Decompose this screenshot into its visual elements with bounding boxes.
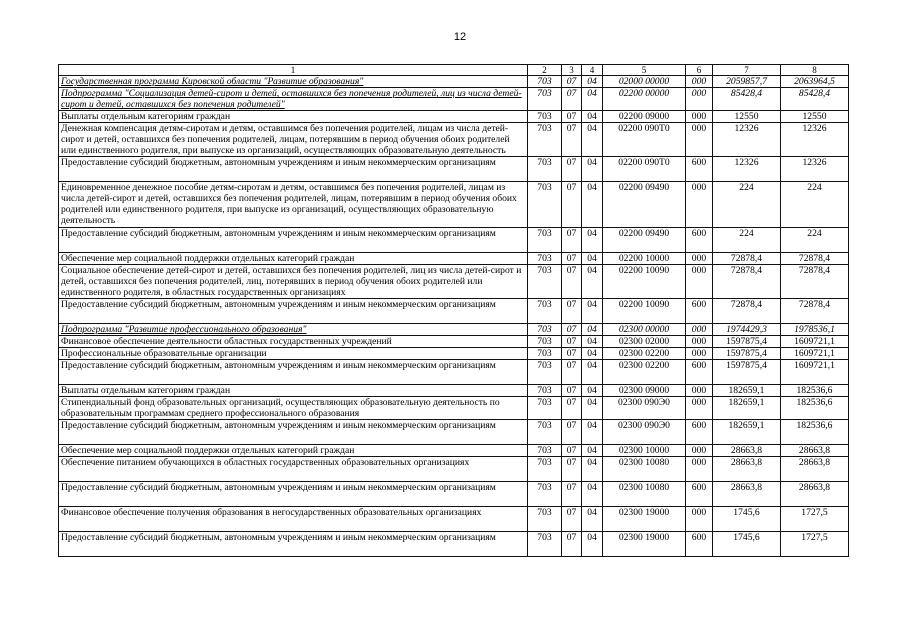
row-subsection-cell: 04 (582, 182, 603, 228)
row-name-cell: Социальное обеспечение детей-сирот и детей, оставшихся без попечения родителей, лиц из числа детей-сирот и детей, оставшихся без попечения родителей, лиц, потерявших в период обучения обоих родителей или единственного родителя, в областных государственных организациях (59, 265, 528, 299)
table-row (59, 88, 849, 111)
row-name-cell: Подпрограмма "Социализация детей-сирот и детей, оставшихся без попечения родителей, лиц из числа детей-сирот и детей, оставшихся без попечения родителей" (59, 88, 528, 111)
row-expense-type-cell: 000 (686, 123, 713, 157)
row-section-cell: 07 (562, 420, 582, 445)
table-row (59, 348, 849, 360)
row-section-cell: 07 (562, 123, 582, 157)
row-amount-col7-cell: 182659,1 (713, 397, 781, 420)
row-expense-type-cell: 000 (686, 324, 713, 336)
row-amount-col7-cell: 28663,8 (713, 482, 781, 507)
row-amount-col7-cell: 28663,8 (713, 445, 781, 457)
row-expense-type-cell: 000 (686, 445, 713, 457)
row-expense-type-cell: 000 (686, 397, 713, 420)
table-header-row (59, 65, 849, 76)
row-expense-type-cell: 000 (686, 507, 713, 532)
row-ved-cell: 703 (528, 265, 562, 299)
row-target-article-cell: 02300 090Э0 (603, 420, 686, 445)
row-subsection-cell: 04 (582, 299, 603, 324)
table-row (59, 157, 849, 182)
row-target-article-cell: 02300 19000 (603, 532, 686, 557)
row-name-cell: Обеспечение мер социальной поддержки отдельных категорий граждан (59, 253, 528, 265)
row-target-article-cell: 02300 10000 (603, 445, 686, 457)
row-expense-type-cell: 000 (686, 348, 713, 360)
row-ved-cell: 703 (528, 228, 562, 253)
row-amount-col8-cell: 28663,8 (781, 457, 849, 482)
row-amount-col8-cell: 1978536,1 (781, 324, 849, 336)
row-section-cell: 07 (562, 182, 582, 228)
row-subsection-cell: 04 (582, 507, 603, 532)
row-name-cell: Финансовое обеспечение деятельности областных государственных учреждений (59, 336, 528, 348)
row-section-cell: 07 (562, 111, 582, 123)
table-row (59, 336, 849, 348)
row-amount-col8-cell: 72878,4 (781, 299, 849, 324)
row-amount-col8-cell: 182536,6 (781, 420, 849, 445)
row-subsection-cell: 04 (582, 445, 603, 457)
row-section-cell: 07 (562, 265, 582, 299)
row-subsection-cell: 04 (582, 123, 603, 157)
row-subsection-cell: 04 (582, 157, 603, 182)
row-subsection-cell: 04 (582, 336, 603, 348)
row-target-article-cell: 02300 02000 (603, 336, 686, 348)
row-section-cell: 07 (562, 360, 582, 385)
row-name-cell: Финансовое обеспечение получения образования в негосударственных образовательных организациях (59, 507, 528, 532)
row-subsection-cell: 04 (582, 457, 603, 482)
row-amount-col7-cell: 12550 (713, 111, 781, 123)
row-expense-type-cell: 000 (686, 385, 713, 397)
row-amount-col7-cell: 224 (713, 182, 781, 228)
row-amount-col7-cell: 182659,1 (713, 385, 781, 397)
row-target-article-cell: 02000 00000 (603, 76, 686, 88)
row-ved-cell: 703 (528, 111, 562, 123)
row-target-article-cell: 02300 19000 (603, 507, 686, 532)
row-subsection-cell: 04 (582, 420, 603, 445)
column-header: 5 (603, 65, 686, 76)
row-expense-type-cell: 600 (686, 360, 713, 385)
row-target-article-cell: 02200 090Т0 (603, 123, 686, 157)
row-amount-col8-cell: 28663,8 (781, 482, 849, 507)
row-amount-col8-cell: 1727,5 (781, 507, 849, 532)
row-expense-type-cell: 000 (686, 111, 713, 123)
column-header: 8 (781, 65, 849, 76)
row-name-cell: Выплаты отдельным категориям граждан (59, 385, 528, 397)
row-name-cell: Предоставление субсидий бюджетным, автономным учреждениям и иным некоммерческим организациям (59, 420, 528, 445)
row-ved-cell: 703 (528, 182, 562, 228)
row-section-cell: 07 (562, 76, 582, 88)
row-ved-cell: 703 (528, 76, 562, 88)
row-ved-cell: 703 (528, 324, 562, 336)
row-name-cell: Предоставление субсидий бюджетным, автономным учреждениям и иным некоммерческим организациям (59, 228, 528, 253)
row-ved-cell: 703 (528, 507, 562, 532)
row-amount-col7-cell: 72878,4 (713, 299, 781, 324)
table-row (59, 228, 849, 253)
row-expense-type-cell: 000 (686, 182, 713, 228)
row-amount-col8-cell: 1609721,1 (781, 348, 849, 360)
row-amount-col7-cell: 224 (713, 228, 781, 253)
row-name-cell: Обеспечение питанием обучающихся в областных государственных образовательных организациях (59, 457, 528, 482)
row-subsection-cell: 04 (582, 348, 603, 360)
row-section-cell: 07 (562, 385, 582, 397)
row-name-cell: Стипендиальный фонд образовательных организаций, осуществляющих образовательную деятельность по образовательным программам среднего профессионального образования (59, 397, 528, 420)
table-row (59, 253, 849, 265)
row-name-cell: Подпрограмма "Развитие профессионального образования" (59, 324, 528, 336)
row-ved-cell: 703 (528, 336, 562, 348)
row-section-cell: 07 (562, 445, 582, 457)
row-target-article-cell: 02200 09490 (603, 182, 686, 228)
row-expense-type-cell: 600 (686, 532, 713, 557)
row-amount-col8-cell: 12326 (781, 123, 849, 157)
row-ved-cell: 703 (528, 397, 562, 420)
row-amount-col7-cell: 72878,4 (713, 265, 781, 299)
row-section-cell: 07 (562, 299, 582, 324)
row-expense-type-cell: 000 (686, 88, 713, 111)
row-ved-cell: 703 (528, 348, 562, 360)
row-target-article-cell: 02200 09000 (603, 111, 686, 123)
row-target-article-cell: 02300 10080 (603, 457, 686, 482)
row-target-article-cell: 02300 02200 (603, 348, 686, 360)
row-ved-cell: 703 (528, 420, 562, 445)
row-amount-col8-cell: 85428,4 (781, 88, 849, 111)
row-amount-col8-cell: 12550 (781, 111, 849, 123)
column-header: 4 (582, 65, 603, 76)
row-section-cell: 07 (562, 457, 582, 482)
table-row (59, 182, 849, 228)
row-expense-type-cell: 000 (686, 76, 713, 88)
row-section-cell: 07 (562, 88, 582, 111)
row-amount-col8-cell: 182536,6 (781, 397, 849, 420)
row-section-cell: 07 (562, 253, 582, 265)
row-name-cell: Предоставление субсидий бюджетным, автономным учреждениям и иным некоммерческим организациям (59, 482, 528, 507)
table-row (59, 445, 849, 457)
row-ved-cell: 703 (528, 123, 562, 157)
row-subsection-cell: 04 (582, 228, 603, 253)
row-amount-col7-cell: 12326 (713, 157, 781, 182)
column-header: 6 (686, 65, 713, 76)
row-section-cell: 07 (562, 336, 582, 348)
table-row (59, 420, 849, 445)
row-target-article-cell: 02300 09000 (603, 385, 686, 397)
row-amount-col8-cell: 28663,8 (781, 445, 849, 457)
row-amount-col7-cell: 72878,4 (713, 253, 781, 265)
row-amount-col8-cell: 224 (781, 228, 849, 253)
row-target-article-cell: 02200 10090 (603, 299, 686, 324)
row-ved-cell: 703 (528, 457, 562, 482)
column-header: 1 (59, 65, 528, 76)
row-amount-col7-cell: 1597875,4 (713, 336, 781, 348)
row-expense-type-cell: 600 (686, 228, 713, 253)
row-amount-col8-cell: 224 (781, 182, 849, 228)
row-target-article-cell: 02200 00000 (603, 88, 686, 111)
row-amount-col8-cell: 2063964,5 (781, 76, 849, 88)
column-header: 7 (713, 65, 781, 76)
row-section-cell: 07 (562, 157, 582, 182)
row-subsection-cell: 04 (582, 360, 603, 385)
row-ved-cell: 703 (528, 532, 562, 557)
row-amount-col8-cell: 72878,4 (781, 253, 849, 265)
row-section-cell: 07 (562, 532, 582, 557)
row-amount-col7-cell: 1974429,3 (713, 324, 781, 336)
row-name-cell: Денежная компенсация детям-сиротам и детям, оставшимся без попечения родителей, лицам из числа детей-сирот и детей, оставшихся без попечения родителей, лицам, потерявшим в период обучения обоих родителей или единственного родителя, при выпуске из организаций, осуществляющих образовательную деятельность (59, 123, 528, 157)
table-row (59, 111, 849, 123)
table-row (59, 76, 849, 88)
row-amount-col7-cell: 28663,8 (713, 457, 781, 482)
table-row (59, 385, 849, 397)
row-amount-col7-cell: 1597875,4 (713, 348, 781, 360)
row-subsection-cell: 04 (582, 265, 603, 299)
row-name-cell: Единовременное денежное пособие детям-сиротам и детям, оставшимся без попечения родителей, лицам из числа детей-сирот и детей, оставшихся без попечения родителей, лицам, потерявшим в период обучения обоих родителей или единственного родителя, при выпуске из организаций, осуществляющих образовательную деятельность (59, 182, 528, 228)
row-subsection-cell: 04 (582, 76, 603, 88)
column-header: 2 (528, 65, 562, 76)
row-subsection-cell: 04 (582, 253, 603, 265)
table-row (59, 397, 849, 420)
row-ved-cell: 703 (528, 88, 562, 111)
row-expense-type-cell: 600 (686, 157, 713, 182)
row-name-cell: Предоставление субсидий бюджетным, автономным учреждениям и иным некоммерческим организациям (59, 157, 528, 182)
row-target-article-cell: 02300 00000 (603, 324, 686, 336)
table-row (59, 457, 849, 482)
row-subsection-cell: 04 (582, 532, 603, 557)
row-ved-cell: 703 (528, 445, 562, 457)
row-ved-cell: 703 (528, 299, 562, 324)
row-name-cell: Обеспечение мер социальной поддержки отдельных категорий граждан (59, 445, 528, 457)
row-amount-col8-cell: 12326 (781, 157, 849, 182)
row-section-cell: 07 (562, 397, 582, 420)
row-section-cell: 07 (562, 348, 582, 360)
row-expense-type-cell: 600 (686, 299, 713, 324)
row-expense-type-cell: 600 (686, 420, 713, 445)
row-amount-col8-cell: 182536,6 (781, 385, 849, 397)
page-number: 12 (453, 31, 467, 43)
table-row (59, 123, 849, 157)
row-amount-col8-cell: 72878,4 (781, 265, 849, 299)
row-amount-col7-cell: 1597875,4 (713, 360, 781, 385)
table-row (59, 324, 849, 336)
row-expense-type-cell: 600 (686, 482, 713, 507)
row-subsection-cell: 04 (582, 88, 603, 111)
row-section-cell: 07 (562, 228, 582, 253)
row-target-article-cell: 02200 090Т0 (603, 157, 686, 182)
row-expense-type-cell: 000 (686, 336, 713, 348)
row-amount-col7-cell: 1745,6 (713, 507, 781, 532)
column-header: 3 (562, 65, 582, 76)
row-amount-col7-cell: 85428,4 (713, 88, 781, 111)
row-amount-col8-cell: 1609721,1 (781, 360, 849, 385)
row-subsection-cell: 04 (582, 385, 603, 397)
row-subsection-cell: 04 (582, 397, 603, 420)
row-target-article-cell: 02300 090Э0 (603, 397, 686, 420)
row-section-cell: 07 (562, 324, 582, 336)
row-amount-col7-cell: 1745,6 (713, 532, 781, 557)
table-row (59, 532, 849, 557)
row-name-cell: Профессиональные образовательные организации (59, 348, 528, 360)
row-target-article-cell: 02300 02200 (603, 360, 686, 385)
row-name-cell: Предоставление субсидий бюджетным, автономным учреждениям и иным некоммерческим организациям (59, 299, 528, 324)
table-row (59, 265, 849, 299)
row-subsection-cell: 04 (582, 482, 603, 507)
table-row (59, 507, 849, 532)
row-ved-cell: 703 (528, 253, 562, 265)
row-target-article-cell: 02300 10080 (603, 482, 686, 507)
row-ved-cell: 703 (528, 360, 562, 385)
table-row (59, 482, 849, 507)
row-expense-type-cell: 000 (686, 265, 713, 299)
row-target-article-cell: 02200 10000 (603, 253, 686, 265)
row-expense-type-cell: 000 (686, 457, 713, 482)
row-expense-type-cell: 000 (686, 253, 713, 265)
row-name-cell: Предоставление субсидий бюджетным, автономным учреждениям и иным некоммерческим организациям (59, 360, 528, 385)
row-subsection-cell: 04 (582, 324, 603, 336)
row-target-article-cell: 02200 09490 (603, 228, 686, 253)
budget-table (58, 64, 849, 557)
row-ved-cell: 703 (528, 157, 562, 182)
row-subsection-cell: 04 (582, 111, 603, 123)
row-ved-cell: 703 (528, 482, 562, 507)
row-ved-cell: 703 (528, 385, 562, 397)
row-name-cell: Государственная программа Кировской области "Развитие образования" (59, 76, 528, 88)
row-name-cell: Выплаты отдельным категориям граждан (59, 111, 528, 123)
row-amount-col7-cell: 12326 (713, 123, 781, 157)
row-amount-col7-cell: 2059857,7 (713, 76, 781, 88)
row-amount-col7-cell: 182659,1 (713, 420, 781, 445)
row-amount-col8-cell: 1609721,1 (781, 336, 849, 348)
row-amount-col8-cell: 1727,5 (781, 532, 849, 557)
row-section-cell: 07 (562, 507, 582, 532)
row-target-article-cell: 02200 10090 (603, 265, 686, 299)
table-row (59, 299, 849, 324)
row-name-cell: Предоставление субсидий бюджетным, автономным учреждениям и иным некоммерческим организациям (59, 532, 528, 557)
row-section-cell: 07 (562, 482, 582, 507)
table-row (59, 360, 849, 385)
